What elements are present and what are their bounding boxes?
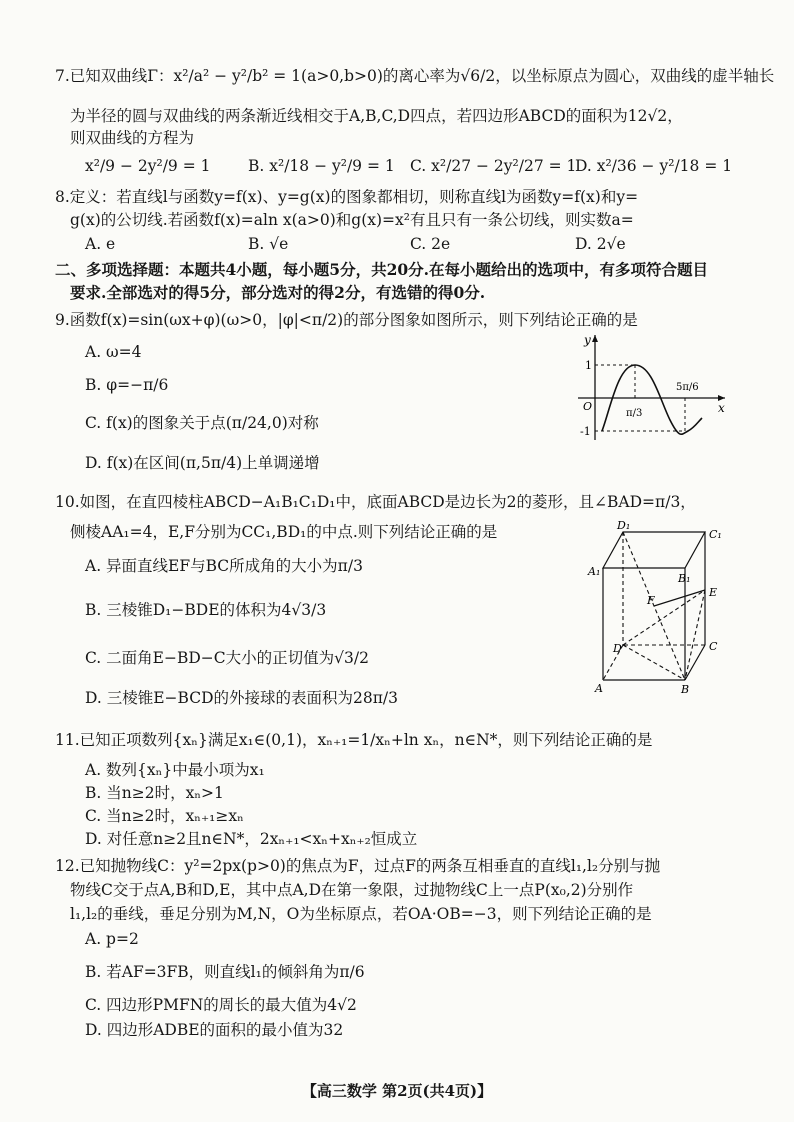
line-eb [685,590,705,680]
text-line-q11: 11.已知正项数列{xₙ}满足x₁∈(0,1)，xₙ₊₁=1/xₙ+ln xₙ，n∈N*，则下列结论正确的是 [55,731,653,749]
text-line-q7A: x²/9 − 2y²/9 = 1 [85,157,211,175]
label-A: A [595,682,603,695]
edge-bc [685,645,705,680]
text-line-q7c: 则双曲线的方程为 [70,129,195,147]
label-pi3: π/3 [626,408,643,419]
text-line-q11A: A. 数列{xₙ}中最小项为x₁ [85,761,265,779]
label-5pi6: 5π/6 [676,382,699,393]
text-line-q8C: C. 2e [410,235,451,253]
text-line-q12D: D. 四边形ADBE的面积的最小值为32 [85,1021,344,1039]
text-line-q7B: B. x²/18 − y²/9 = 1 [248,157,395,175]
label-C: C [709,640,718,653]
text-line-q8b: g(x)的公切线.若函数f(x)=aln x(a>0)和g(x)=x²有且只有一条公切线，则实数a= [70,211,634,229]
sine-curve [602,365,702,434]
text-line-q10a: 10.如图，在直四棱柱ABCD−A₁B₁C₁D₁中，底面ABCD是边长为2的菱形，且∠BAD=π/3， [55,493,696,511]
text-line-s2a: 二、多项选择题：本题共4小题，每小题5分，共20分.在每小题给出的选项中，有多项符合题目 [55,260,709,279]
text-line-q10b: 侧棱AA₁=4，E,F分别为CC₁,BD₁的中点.则下列结论正确的是 [70,523,498,541]
text-line-q9: 9.函数f(x)=sin(ωx+φ)(ω>0，|φ|<π/2)的部分图象如图所示，则下列结论正确的是 [55,311,638,329]
text-line-q10B: B. 三棱锥D₁−BDE的体积为4√3/3 [85,601,327,619]
label-A1: A₁ [588,565,601,578]
sine-graph-figure [570,330,730,445]
label-D: D [613,642,622,655]
text-line-s2b: 要求.全部选对的得5分，部分选对的得2分，有选错的得0分. [70,283,486,302]
text-line-q11D: D. 对任意n≥2且n∈N*，2xₙ₊₁<xₙ+xₙ₊₂恒成立 [85,830,418,848]
label-x: x [718,401,725,415]
text-line-q8B: B. √e [248,235,289,253]
text-line-q12a: 12.已知抛物线C：y²=2px(p>0)的焦点为F，过点F的两条互相垂直的直线l₁,l₂分别与抛 [55,857,661,875]
line-de [623,590,705,645]
text-line-q8D: D. 2√e [575,235,626,253]
line-fe [654,590,705,606]
text-line-q7b: 为半径的圆与双曲线的两条渐近线相交于A,B,C,D四点，若四边形ABCD的面积为12√2， [70,107,683,125]
text-line-q8A: A. e [85,235,116,253]
text-line-q9A: A. ω=4 [85,343,142,361]
label-B1: B₁ [678,572,691,585]
page-footer: 【高三数学 第2页(共4页)】 [301,1082,493,1100]
line-db [623,645,685,680]
text-line-q11B: B. 当n≥2时，xₙ>1 [85,784,224,802]
text-line-q8a: 8.定义：若直线l与函数y=f(x)、y=g(x)的图象都相切，则称直线l为函数y=f(x)和y= [55,188,639,206]
text-line-q7D: D. x²/36 − y²/18 = 1 [575,157,733,175]
label-y: y [584,333,591,347]
text-line-q12b: 物线C交于点A,B和D,E，其中点A,D在第一象限，过抛物线C上一点P(x₀,2)分别作 [70,881,634,899]
text-line-q7C: C. x²/27 − 2y²/27 = 1 [410,157,577,175]
text-line-q10D: D. 三棱锥E−BCD的外接球的表面积为28π/3 [85,689,398,707]
label-origin: O [583,400,593,413]
text-line-q10A: A. 异面直线EF与BC所成角的大小为π/3 [85,557,363,575]
prism-figure [585,520,735,695]
text-line-q9C: C. f(x)的图象关于点(π/24,0)对称 [85,414,319,432]
label-F: F [647,594,655,607]
text-line-q12C: C. 四边形PMFN的周长的最大值为4√2 [85,996,357,1014]
text-line-q12B: B. 若AF=3FB，则直线l₁的倾斜角为π/6 [85,963,365,981]
label-E: E [709,586,718,599]
text-line-q7a: 7.已知双曲线Γ：x²/a² − y²/b² = 1(a>0,b>0)的离心率为√6/2，以坐标原点为圆心，双曲线的虚半轴长 [55,67,775,85]
text-line-q10C: C. 二面角E−BD−C大小的正切值为√3/2 [85,649,369,667]
text-line-q12A: A. p=2 [85,930,139,948]
label-B: B [681,683,690,695]
label-D1: D₁ [617,520,631,532]
text-line-q12c: l₁,l₂的垂线，垂足分别为M,N，O为坐标原点，若OA·OB=−3，则下列结论正确的是 [70,905,652,923]
label-C1: C₁ [709,528,722,541]
y-axis-arrow [592,335,598,342]
text-line-q11C: C. 当n≥2时，xₙ₊₁≥xₙ [85,807,244,825]
top-face [603,532,705,568]
text-line-q9B: B. φ=−π/6 [85,376,169,394]
text-line-q9D: D. f(x)在区间(π,5π/4)上单调递增 [85,454,320,472]
label-one: 1 [585,359,592,372]
label-neg-one: -1 [580,425,591,438]
